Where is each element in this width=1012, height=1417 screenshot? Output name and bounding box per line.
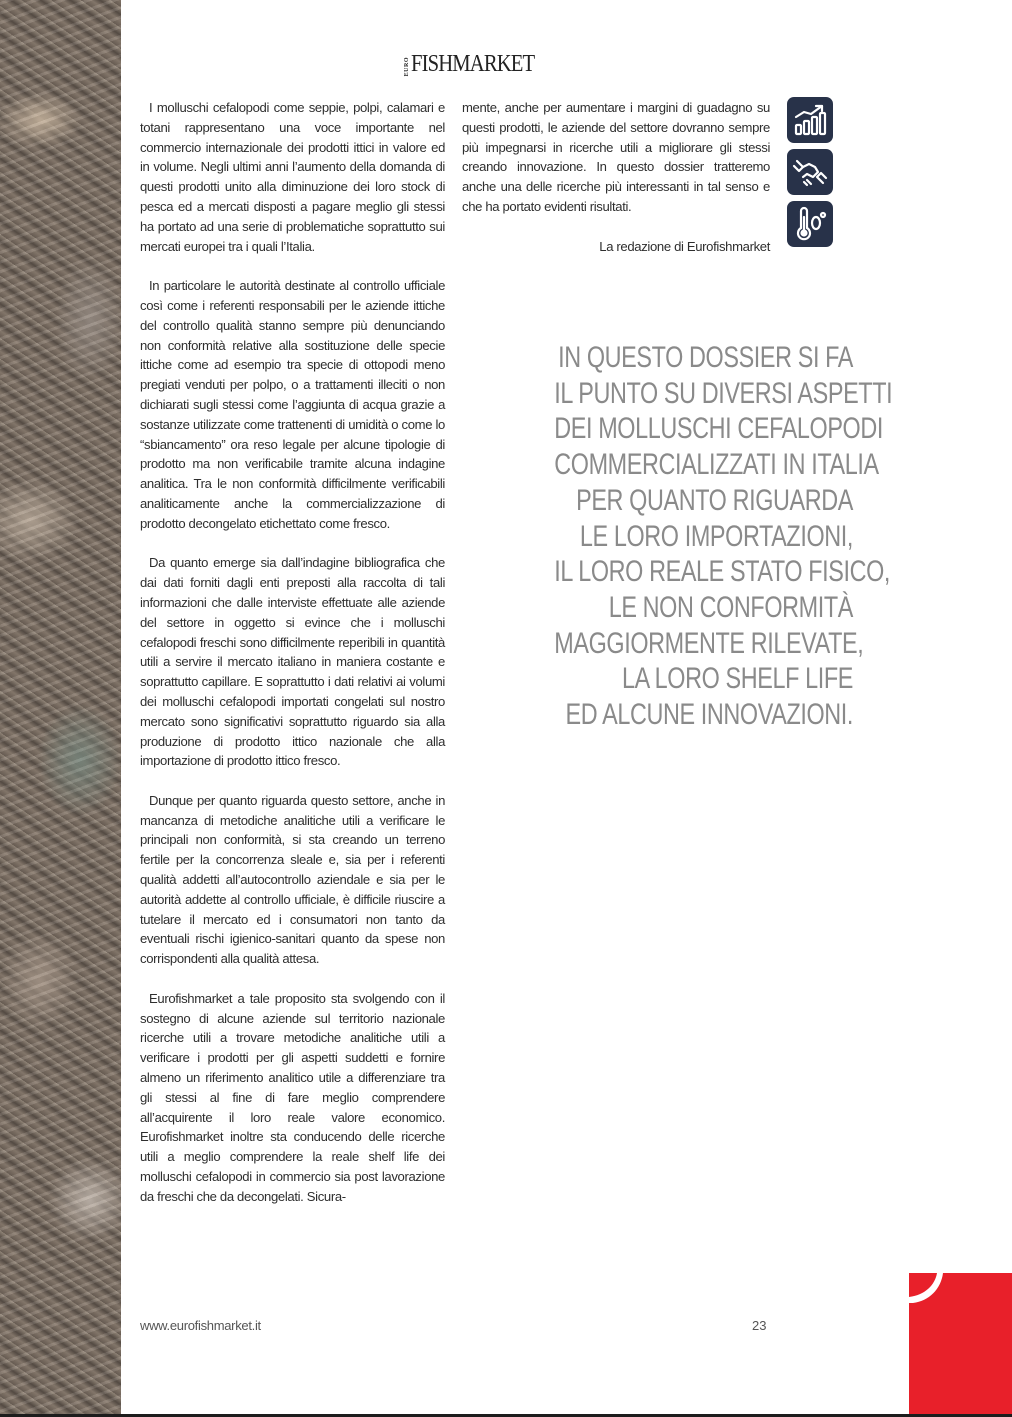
footer-url[interactable]: www.eurofishmarket.it bbox=[140, 1318, 261, 1333]
pull-quote bbox=[470, 340, 893, 733]
right-text-column bbox=[462, 98, 770, 256]
pull-quote-line: MAGGIORMENTE RILEVATE, bbox=[554, 626, 864, 660]
pull-quote-line: LE NON CONFORMITÀ bbox=[608, 590, 853, 624]
paragraph: In particolare le autorità destinate al controllo ufficiale così come i referenti responsabili per le aziende ittiche del controllo qualità stanno sempre più denunciando non conformità relative alla sostituzione delle specie ittiche come ad esempio tra specie di ottopodi meno pregiati venduti per polpo, o a trattamenti illeciti o non dichiarati sugli stessi come l’aggiunta di acqua grazie a sostanze utilizzate come trattenenti di umidità o come lo “sbiancamento” ora reso legale per alcune tipologie di prodotto ma non verificabile tramite alcuna indagine analitica. Tra le non conformità difficilmente verificabili analiticamente anche la commercializzazione di prodotto decongelato etichettato come fresco. bbox=[140, 278, 445, 531]
handshake-icon bbox=[787, 149, 833, 195]
topic-icons bbox=[787, 97, 833, 247]
growth-chart-icon bbox=[787, 97, 833, 143]
paragraph: mente, anche per aumentare i margini di guadagno su questi prodotti, le aziende del settore dovranno sempre più impegnarsi in ricerche utili a migliorare gli stessi creando innovazione. In questo dossier tratteremo anche una delle ricerche più interessanti in tal senso e che ha portato evidenti risultati. bbox=[462, 100, 770, 214]
pull-quote-line: COMMERCIALIZZATI IN ITALIA bbox=[554, 448, 879, 482]
pull-quote-line: LE LORO IMPORTAZIONI, bbox=[579, 519, 853, 553]
page-number: 23 bbox=[752, 1318, 767, 1333]
paragraph: I molluschi cefalopodi come seppie, polpi, calamari e totani rappresentano una voce importante nel commercio internazionale dei prodotti ittici in valore ed in volume. Negli ultimi anni l’aumento della domanda di questi prodotti unito alla diminuzione dei loro stock di pesca ed a mercati disposti a pagare meglio gli stessi ha portato ad una serie di problematiche soprattutto sui mercati europei tra i quali l’Italia. bbox=[140, 100, 445, 254]
signature: La redazione di Eurofishmarket bbox=[599, 238, 770, 254]
thermometer-icon bbox=[787, 201, 833, 247]
red-corner-tab bbox=[909, 1273, 1012, 1414]
paragraph: Da quanto emerge sia dall’indagine bibliografica che dai dati forniti dagli enti preposti alla raccolta di tali informazioni che dalle interviste effettuate alle aziende del settore in oggetto si evince che i molluschi cefalopodi freschi sono difficilmente reperibili in quantità utili a servire il mercato italiano in maniera costante e soprattutto capillare. E soprattutto i dati relativi ai volumi dei molluschi cefalopodi importati congelati sul nostro mercato sono significativi soprattutto riguardo sia alla produzione di prodotto ittico nazionale che alla importazione di prodotto ittico fresco. bbox=[140, 555, 445, 769]
magazine-logo bbox=[404, 48, 554, 76]
cephalopod-photo bbox=[0, 0, 121, 1417]
pull-quote-line: IL PUNTO SU DIVERSI ASPETTI bbox=[554, 376, 893, 410]
logo-prefix: EURO bbox=[404, 56, 410, 76]
left-text-column bbox=[140, 98, 445, 1207]
pull-quote-line: IN QUESTO DOSSIER SI FA bbox=[558, 341, 853, 374]
paragraph: Dunque per quanto riguarda questo settore, anche in mancanza di metodiche analitiche utili a verificare le principali non conformità, si sta creando un terreno fertile per la concorrenza sleale e, sia per i referenti qualità addetti all’autocontrollo aziendale e sia per le autorità addette al controllo ufficiale, è difficile riuscire a tutelare il mercato ed i consumatori non tanto da eventuali rischi igienico-sanitari quanto da spese non corrispondenti alla qualità attesa. bbox=[140, 792, 445, 967]
pull-quote-line: DEI MOLLUSCHI CEFALOPODI bbox=[554, 412, 883, 446]
pull-quote-line: LA LORO SHELF LIFE bbox=[622, 662, 853, 696]
pull-quote-line: IL LORO REALE STATO FISICO, bbox=[554, 555, 891, 589]
logo-text: FISHMARKET bbox=[411, 51, 535, 77]
pull-quote-line: PER QUANTO RIGUARDA bbox=[576, 483, 853, 517]
pull-quote-line: ED ALCUNE INNOVAZIONI. bbox=[565, 698, 853, 732]
paragraph: Eurofishmarket a tale proposito sta svolgendo con il sostegno di alcune aziende sul territorio nazionale ricerche utili a trovare metodiche analitiche utili a verificare i prodotti per gli aspetti suddetti e fornire almeno un riferimento analitico utile a differenziare tra gli stessi al fine di fare meglio comprendere all’acquirente il loro reale valore economico. Eurofishmarket inoltre sta conducendo delle ricerche utili a meglio comprendere la reale shelf life dei molluschi cefalopodi in commercio sia post lavorazione da freschi che da decongelati. Sicura- bbox=[140, 990, 445, 1204]
